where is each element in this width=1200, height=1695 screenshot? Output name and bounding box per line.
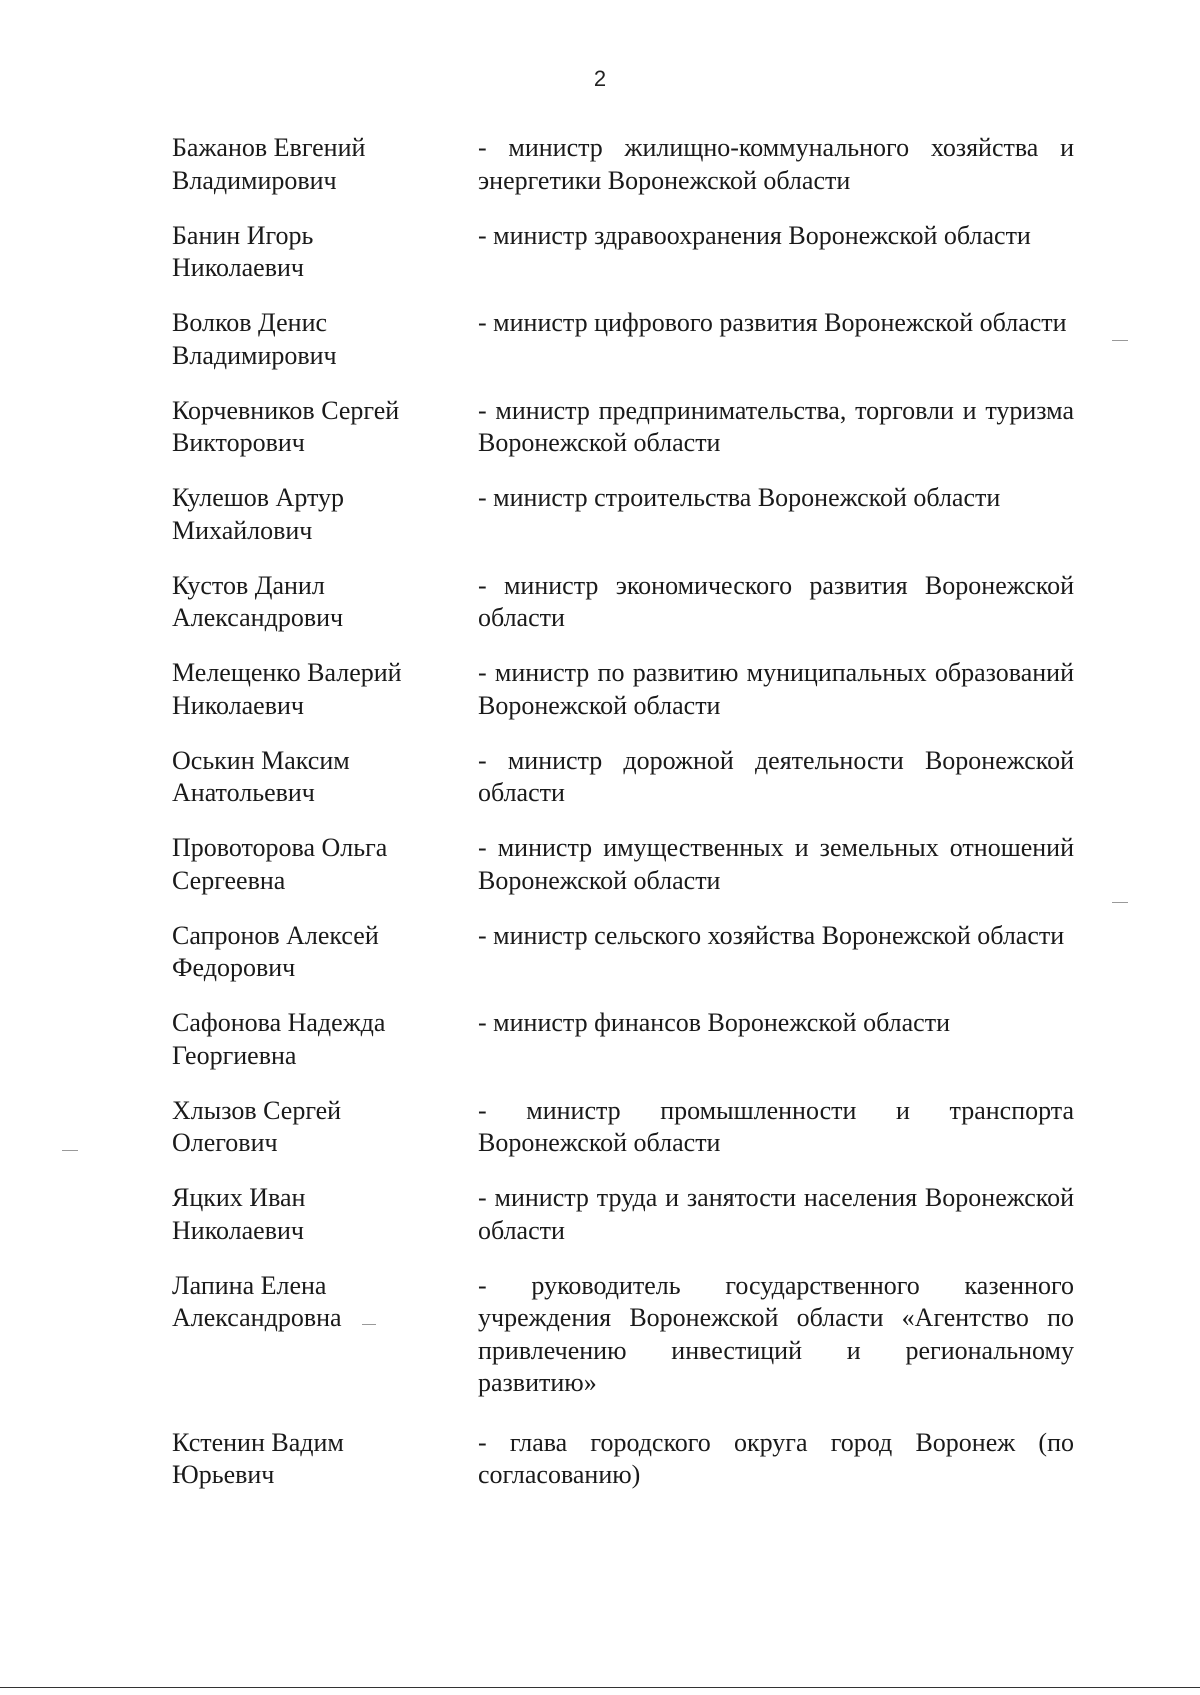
member-entry	[172, 657, 1074, 722]
member-patronymic: Викторович	[172, 428, 305, 457]
member-surname-first: Мелещенко Валерий	[172, 658, 402, 687]
member-surname-first: Кустов Данил	[172, 570, 325, 600]
page-number: 2	[593, 66, 607, 91]
member-surname-first: Кстенин Вадим	[172, 1427, 344, 1457]
member-surname-first: Волков Денис	[172, 308, 328, 337]
member-name	[172, 1007, 478, 1072]
member-role: - министр жилищно-коммунального хозяйства и энергетики Воронежской области	[478, 133, 1074, 195]
member-entry	[172, 1095, 1074, 1160]
member-surname-first: Сапронов Алексей	[172, 920, 379, 950]
member-surname-first: Сафонова Надежда	[172, 1008, 386, 1037]
member-surname-first: Провоторова Ольга	[172, 833, 388, 862]
member-entry	[172, 920, 1074, 985]
member-patronymic: Сергеевна	[172, 865, 286, 895]
member-role: - министр строительства Воронежской области	[478, 483, 1001, 512]
member-patronymic: Александрович	[172, 603, 344, 632]
member-role: - министр по развитию муниципальных образований Воронежской области	[478, 658, 1074, 720]
member-name	[172, 395, 478, 460]
member-patronymic: Николаевич	[172, 690, 304, 720]
scan-artifact-mark	[1112, 340, 1128, 341]
member-role: - министр сельского хозяйства Воронежской области	[478, 920, 1065, 950]
member-entry	[172, 395, 1074, 460]
member-role: - глава городского округа город Воронеж (по согласованию)	[478, 1427, 1074, 1489]
member-entry	[172, 132, 1074, 197]
member-patronymic: Михайлович	[172, 515, 313, 545]
member-name	[172, 1095, 478, 1160]
member-entry	[172, 307, 1074, 372]
member-patronymic: Юрьевич	[172, 1460, 275, 1489]
scan-artifact-mark	[1112, 902, 1128, 903]
member-role: - министр экономического развития Воронежской области	[478, 570, 1074, 632]
member-role: - министр труда и занятости населения Воронежской области	[478, 1183, 1074, 1245]
member-patronymic: Владимирович	[172, 165, 337, 195]
member-patronymic: Владимирович	[172, 340, 337, 370]
member-patronymic: Георгиевна	[172, 1040, 297, 1070]
member-patronymic: Александровна	[172, 1303, 342, 1332]
member-name	[172, 1182, 478, 1247]
scan-artifact-mark	[362, 1324, 376, 1325]
member-name	[172, 307, 478, 372]
member-surname-first: Яцких Иван	[172, 1183, 306, 1212]
member-entry	[172, 220, 1074, 285]
member-patronymic: Николаевич	[172, 253, 304, 282]
member-role: - руководитель государственного казенного учреждения Воронежской области «Агентство по привлечению инвестиций и региональному развитию»	[478, 1270, 1074, 1397]
scan-artifact-mark	[62, 1150, 78, 1151]
member-role: - министр предпринимательства, торговли и туризма Воронежской области	[478, 395, 1074, 457]
member-entry	[172, 1427, 1074, 1492]
member-entry	[172, 1182, 1074, 1247]
member-patronymic: Олегович	[172, 1128, 278, 1157]
member-name	[172, 832, 478, 897]
member-name	[172, 745, 478, 810]
member-name	[172, 482, 478, 547]
member-patronymic: Николаевич	[172, 1215, 304, 1245]
member-surname-first: Кулешов Артур	[172, 483, 345, 512]
member-surname-first: Корчевников Сергей	[172, 395, 400, 425]
member-name	[172, 920, 478, 985]
member-name	[172, 1427, 478, 1492]
member-role: - министр дорожной деятельности Воронежской области	[478, 745, 1074, 807]
member-entry	[172, 482, 1074, 547]
member-name	[172, 570, 478, 635]
member-surname-first: Бажанов Евгений	[172, 133, 366, 162]
page-bottom-edge	[0, 1687, 1200, 1688]
member-surname-first: Хлызов Сергей	[172, 1095, 342, 1125]
member-name	[172, 132, 478, 197]
member-name	[172, 220, 478, 285]
member-role: - министр финансов Воронежской области	[478, 1008, 950, 1037]
member-entry	[172, 745, 1074, 810]
member-list	[172, 132, 1074, 1514]
member-patronymic: Федорович	[172, 953, 296, 982]
member-name	[172, 657, 478, 722]
member-role: - министр цифрового развития Воронежской области	[478, 308, 1067, 337]
member-entry	[172, 832, 1074, 897]
member-surname-first: Банин Игорь	[172, 220, 314, 250]
member-surname-first: Лапина Елена	[172, 1270, 327, 1300]
member-entry	[172, 1270, 1074, 1400]
member-role: - министр имущественных и земельных отношений Воронежской области	[478, 833, 1074, 895]
member-entry	[172, 1007, 1074, 1072]
member-role: - министр промышленности и транспорта Воронежской области	[478, 1095, 1074, 1157]
member-patronymic: Анатольевич	[172, 778, 315, 807]
member-role: - министр здравоохранения Воронежской области	[478, 220, 1031, 250]
member-surname-first: Оськин Максим	[172, 745, 350, 775]
member-entry	[172, 570, 1074, 635]
member-name	[172, 1270, 478, 1400]
